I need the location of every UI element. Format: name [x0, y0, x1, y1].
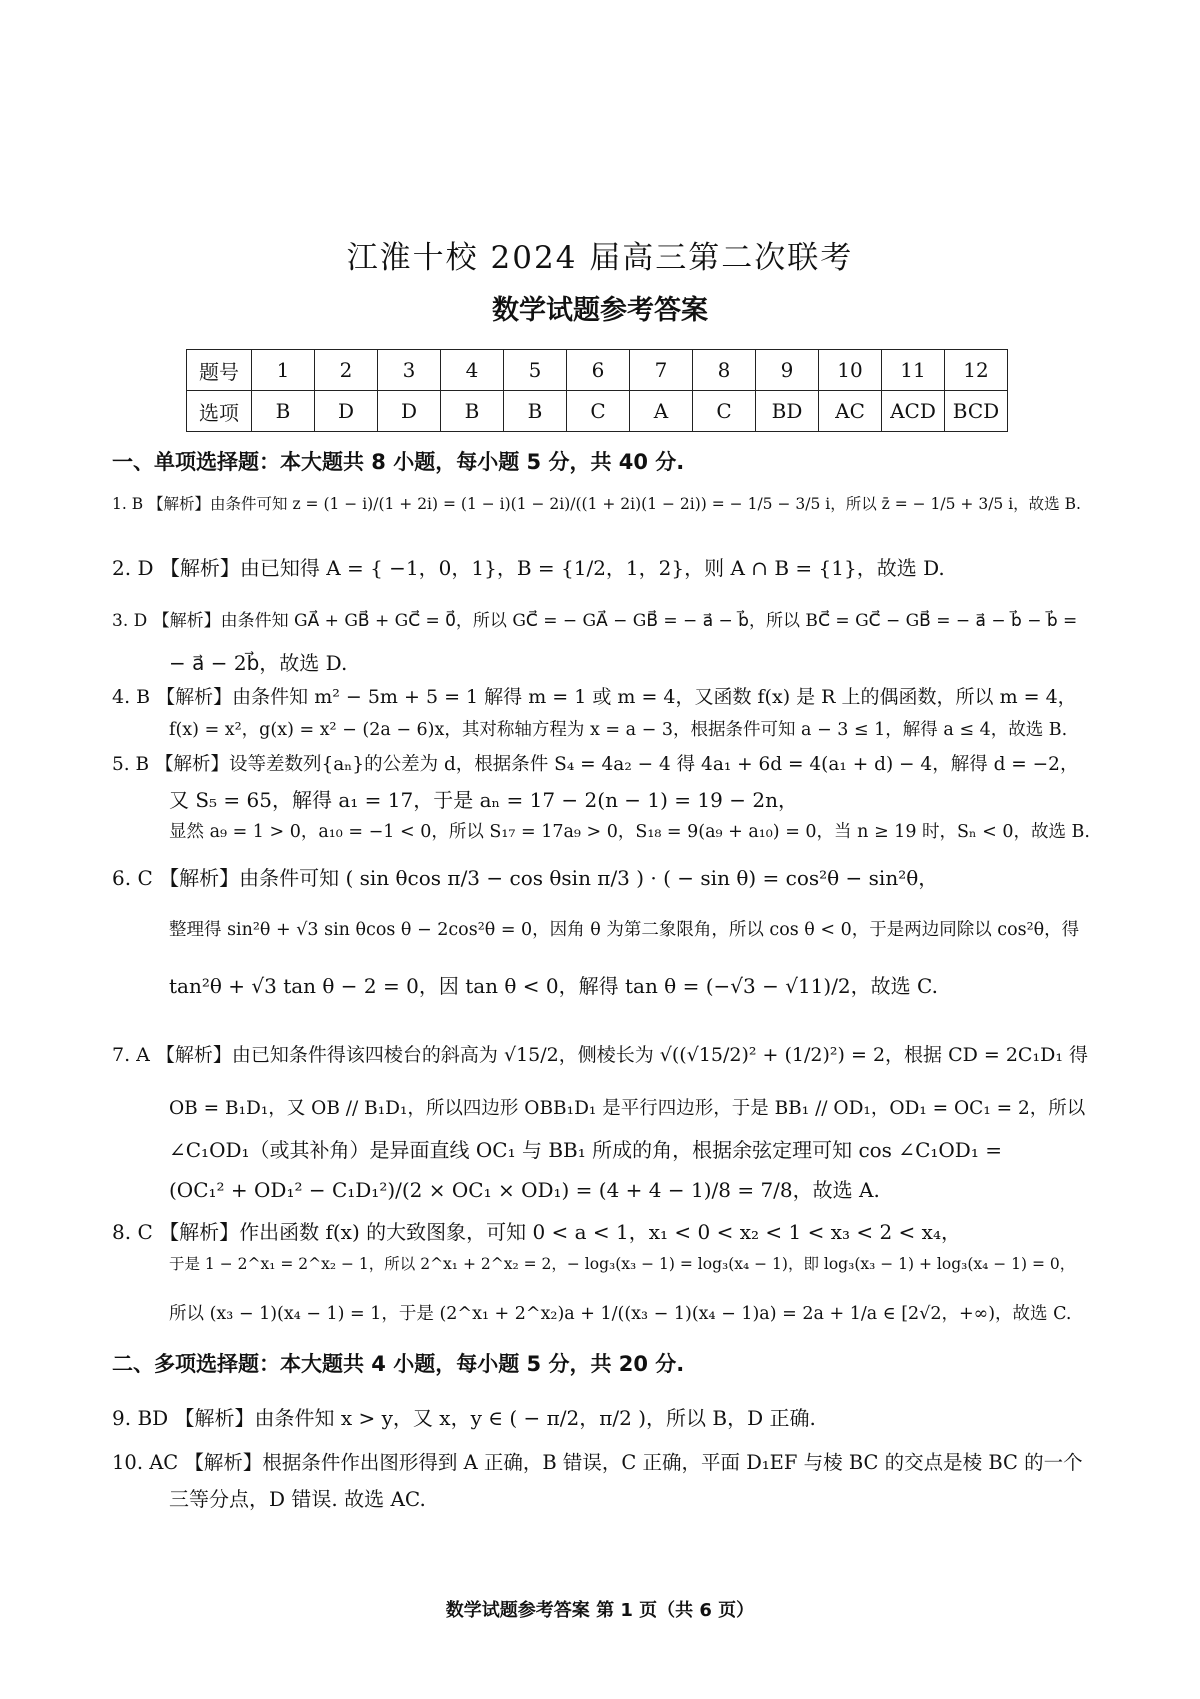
answer-choice: A	[630, 391, 693, 432]
answer-choice: B	[252, 391, 315, 432]
question-number: 5	[504, 350, 567, 391]
question-number: 9	[756, 350, 819, 391]
solution-q2: 2. D 【解析】由已知得 A = { −1，0，1}，B = {1/2，1，2}，则 A ∩ B = {1}，故选 D.	[112, 556, 945, 580]
answer-choice: C	[567, 391, 630, 432]
answer-choice: C	[693, 391, 756, 432]
page-footer: 数学试题参考答案 第 1 页（共 6 页）	[445, 1600, 755, 1621]
solution-q3-line1: 3. D 【解析】由条件知 GA⃗ + GB⃗ + GC⃗ = 0⃗，所以 GC⃗ = − GA⃗ − GB⃗ = − a⃗ − b⃗，所以 BC⃗ = GC⃗ − GB⃗ = − a⃗ − b⃗ − b⃗ =	[112, 611, 1078, 631]
question-number: 12	[945, 350, 1008, 391]
solution-q10-line1: 10. AC 【解析】根据条件作出图形得到 A 正确，B 错误，C 正确，平面 D₁EF 与棱 BC 的交点是棱 BC 的一个	[112, 1451, 1083, 1474]
solution-q5-line1: 5. B 【解析】设等差数列{aₙ}的公差为 d，根据条件 S₄ = 4a₂ − 4 得 4a₁ + 6d = 4(a₁ + d) − 4，解得 d = −2，	[112, 754, 1079, 775]
question-number: 6	[567, 350, 630, 391]
solution-q8-line3: 所以 (x₃ − 1)(x₄ − 1) = 1，于是 (2^x₁ + 2^x₂)a + 1/((x₃ − 1)(x₄ − 1)a) = 2a + 1/a ∈ [2√2，+∞)，故选 C.	[169, 1304, 1072, 1324]
solution-q4-line1: 4. B 【解析】由条件知 m² − 5m + 5 = 1 解得 m = 1 或 m = 4，又函数 f(x) 是 R 上的偶函数，所以 m = 4，	[112, 686, 1077, 708]
question-number: 2	[315, 350, 378, 391]
question-number: 7	[630, 350, 693, 391]
solution-q7-line1: 7. A 【解析】由已知条件得该四棱台的斜高为 √15/2，侧棱长为 √((√15/2)² + (1/2)²) = 2，根据 CD = 2C₁D₁ 得	[112, 1044, 1088, 1066]
question-number: 11	[882, 350, 945, 391]
question-number: 1	[252, 350, 315, 391]
row-label-choice: 选项	[187, 391, 252, 432]
solution-q6-line2: 整理得 sin²θ + √3 sin θcos θ − 2cos²θ = 0，因角 θ 为第二象限角，所以 cos θ < 0，于是两边同除以 cos²θ，得	[169, 920, 1080, 940]
solution-q5-line3: 显然 a₉ = 1 > 0，a₁₀ = −1 < 0，所以 S₁₇ = 17a₉ > 0，S₁₈ = 9(a₉ + a₁₀) = 0，当 n ≥ 19 时，Sₙ < 0，故选 B.	[169, 822, 1090, 842]
answer-choice-row	[187, 391, 1008, 432]
solution-q1: 1. B 【解析】由条件可知 z = (1 − i)/(1 + 2i) = (1 − i)(1 − 2i)/((1 + 2i)(1 − 2i)) = − 1/5 − 3/5 i，所以 z̄ = − 1/5 + 3/5 i，故选 B.	[112, 495, 1081, 513]
solution-q9: 9. BD 【解析】由条件知 x > y，又 x，y ∈ ( − π/2，π/2 )，所以 B，D 正确.	[112, 1406, 816, 1430]
document-subtitle: 数学试题参考答案	[492, 295, 708, 326]
row-label-number: 题号	[187, 350, 252, 391]
section-heading-multi-choice: 二、多项选择题：本大题共 4 小题，每小题 5 分，共 20 分.	[112, 1352, 685, 1376]
answer-choice: BCD	[945, 391, 1008, 432]
question-number: 8	[693, 350, 756, 391]
solution-q10-line2: 三等分点，D 错误. 故选 AC.	[169, 1487, 426, 1511]
answer-choice: ACD	[882, 391, 945, 432]
answer-choice: B	[504, 391, 567, 432]
question-number: 3	[378, 350, 441, 391]
question-number: 4	[441, 350, 504, 391]
solution-q8-line1: 8. C 【解析】作出函数 f(x) 的大致图象，可知 0 < a < 1，x₁ < 0 < x₂ < 1 < x₃ < 2 < x₄，	[112, 1220, 961, 1244]
solution-q3-line2: − a⃗ − 2b⃗，故选 D.	[169, 651, 348, 675]
answer-choice: B	[441, 391, 504, 432]
solution-q7-line4: (OC₁² + OD₁² − C₁D₁²)/(2 × OC₁ × OD₁) = (4 + 4 − 1)/8 = 7/8，故选 A.	[169, 1178, 880, 1202]
section-heading-single-choice: 一、单项选择题：本大题共 8 小题，每小题 5 分，共 40 分.	[112, 450, 685, 474]
solution-q7-line2: OB = B₁D₁，又 OB // B₁D₁，所以四边形 OBB₁D₁ 是平行四边形，于是 BB₁ // OD₁，OD₁ = OC₁ = 2，所以	[169, 1098, 1086, 1119]
solution-q6-line3: tan²θ + √3 tan θ − 2 = 0，因 tan θ < 0，解得 tan θ = (−√3 − √11)/2，故选 C.	[169, 974, 938, 998]
answer-choice: BD	[756, 391, 819, 432]
answer-choice: D	[378, 391, 441, 432]
answer-choice: D	[315, 391, 378, 432]
exam-title: 江淮十校 2024 届高三第二次联考	[346, 240, 854, 276]
answer-key-table	[186, 349, 1008, 432]
solution-q4-line2: f(x) = x²，g(x) = x² − (2a − 6)x，其对称轴方程为 x = a − 3，根据条件可知 a − 3 ≤ 1，解得 a ≤ 4，故选 B.	[169, 720, 1068, 740]
question-number-row	[187, 350, 1008, 391]
solution-q6-line1: 6. C 【解析】由条件可知 ( sin θcos π/3 − cos θsin π/3 ) · ( − sin θ) = cos²θ − sin²θ，	[112, 866, 939, 890]
solution-q5-line2: 又 S₅ = 65，解得 a₁ = 17，于是 aₙ = 17 − 2(n − 1) = 19 − 2n，	[169, 788, 798, 812]
question-number: 10	[819, 350, 882, 391]
solution-q7-line3: ∠C₁OD₁（或其补角）是异面直线 OC₁ 与 BB₁ 所成的角，根据余弦定理可知 cos ∠C₁OD₁ =	[169, 1138, 1002, 1162]
answer-choice: AC	[819, 391, 882, 432]
solution-q8-line2: 于是 1 − 2^x₁ = 2^x₂ − 1，所以 2^x₁ + 2^x₂ = 2，− log₃(x₃ − 1) = log₃(x₄ − 1)，即 log₃(x₃ − 1) + log₃(x₄ − 1) = 0，	[169, 1255, 1076, 1273]
